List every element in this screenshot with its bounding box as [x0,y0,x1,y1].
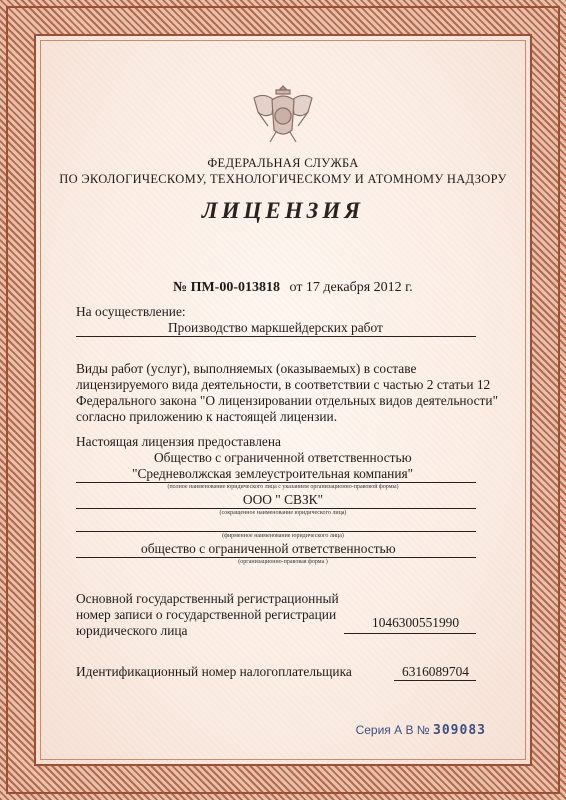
works-line2: лицензируемого вида деятельности, в соответствии с частью 2 статьи 12 [76,377,491,392]
ogrn-underline [344,633,476,634]
license-date: от 17 декабря 2012 г. [289,280,413,295]
ogrn-label-line1: Основной государственный регистрационный [76,591,339,606]
purpose-label: На осуществление: [76,304,186,319]
inn-label: Идентификационный номер налогоплательщика [76,664,352,679]
brand-name-underline [76,531,476,532]
legal-form-underline [76,557,476,558]
ogrn-label-line2: номер записи о государственной регистрации [76,607,337,622]
short-name-caption: (сокращенное наименование юридического лица) [219,510,347,516]
licensee-short-name: ООО " СВЗК" [242,492,324,507]
inn-underline [394,680,476,681]
works-line4: согласно приложению к настоящей лицензии. [76,409,338,424]
serial-label: Серия А В № [355,723,430,737]
licensee-full-name-line1: Общество с ограниченной ответственностью [154,450,412,465]
brand-name-caption: (фирменное наименование юридического лица) [222,533,344,539]
ogrn-value: 1046300551990 [372,615,460,630]
full-name-caption: (полное наименование юридического лица с указанием организационно-правовой формы) [167,484,399,490]
document-title: ЛИЦЕНЗИЯ [201,198,365,223]
works-line3: Федерального закона "О лицензировании отдельных видов деятельности" [76,393,499,408]
license-number-row [173,280,413,296]
licensee-legal-form: общество с ограниченной ответственностью [141,541,396,556]
short-name-underline [76,508,476,509]
legal-form-caption: (организационно-правовая форма ) [238,559,328,565]
licensee-full-name-line2: "Средневолжская землеустроительная компания" [132,466,414,481]
ogrn-label-line3: юридического лица [76,623,188,638]
agency-name-line2: ПО ЭКОЛОГИЧЕСКОМУ, ТЕХНОЛОГИЧЕСКОМУ И АТОМНОМУ НАДЗОРУ [59,172,507,186]
full-name-underline [76,482,476,483]
inn-value: 6316089704 [402,664,469,679]
works-line1: Виды работ (услуг), выполняемых (оказываемых) в составе [76,361,417,376]
agency-name-line1: ФЕДЕРАЛЬНАЯ СЛУЖБА [207,156,359,170]
purpose-underline [76,336,476,337]
purpose-value: Производство маркшейдерских работ [168,320,383,335]
license-number: № ПМ-00-013818 [173,280,280,295]
serial-number [356,723,486,738]
licensee-intro: Настоящая лицензия предоставлена [76,434,281,449]
double-headed-eagle-emblem-icon [246,78,320,148]
serial-value: 309083 [433,723,486,738]
